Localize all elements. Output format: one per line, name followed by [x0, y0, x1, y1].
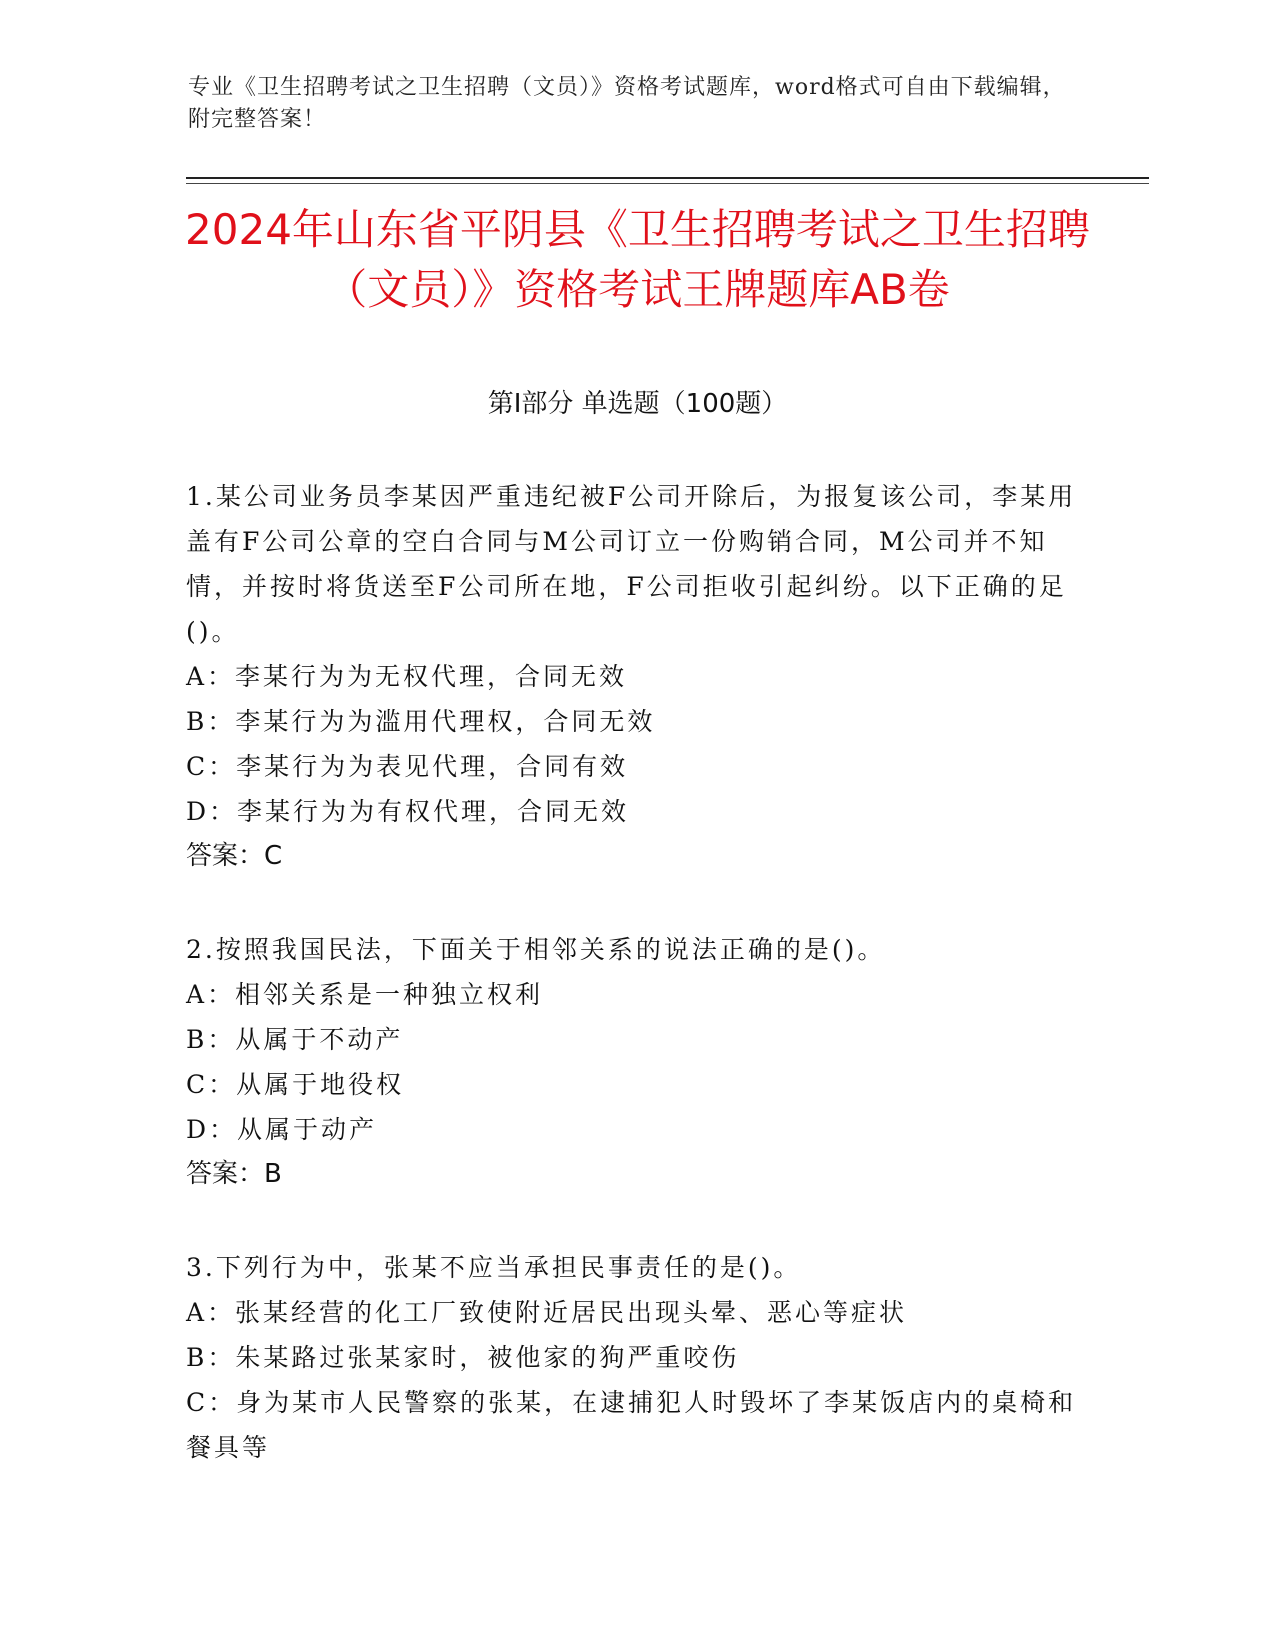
option-d: D：从属于动产 — [186, 1115, 378, 1144]
option-c: C：身为某市人民警察的张某，在逮捕犯人时毁坏了李某饭店内的桌椅和餐具等 — [186, 1388, 1077, 1462]
document-title: 2024年山东省平阴县《卫生招聘考试之卫生招聘（文员）》资格考试王牌题库AB卷 — [185, 205, 1090, 314]
option-a: A：张某经营的化工厂致使附近居民出现头晕、恶心等症状 — [186, 1298, 908, 1327]
option-d: D：李某行为为有权代理，合同无效 — [186, 797, 630, 826]
option-a: A：相邻关系是一种独立权利 — [186, 980, 544, 1009]
question-list — [186, 474, 1086, 1518]
question-stem: 3.下列行为中，张某不应当承担民事责任的是()。 — [186, 1253, 802, 1282]
question-3 — [186, 1245, 1086, 1470]
option-b: B：李某行为为滥用代理权，合同无效 — [186, 707, 656, 736]
question-1 — [186, 474, 1086, 879]
option-b: B：从属于不动产 — [186, 1025, 404, 1054]
option-c: C：李某行为为表见代理，合同有效 — [186, 752, 629, 781]
header-divider-thin — [186, 183, 1149, 184]
answer: 答案：C — [186, 841, 283, 871]
option-b: B：朱某路过张某家时，被他家的狗严重咬伤 — [186, 1343, 740, 1372]
header-note: 专业《卫生招聘考试之卫生招聘（文员）》资格考试题库，word格式可自由下载编辑，附完整答案！ — [188, 75, 1066, 132]
question-stem: 1.某公司业务员李某因严重违纪被F公司开除后，为报复该公司，李某用盖有F公司公章的空白合同与M公司订立一份购销合同，M公司并不知情，并按时将货送至F公司所在地，F公司拒收引起纠纷。以下正确的足()。 — [186, 482, 1077, 646]
question-2 — [186, 927, 1086, 1197]
section-title: 第Ⅰ部分 单选题（100题） — [487, 389, 788, 419]
answer: 答案：B — [186, 1159, 282, 1189]
option-a: A：李某行为为无权代理，合同无效 — [186, 662, 628, 691]
question-stem: 2.按照我国民法，下面关于相邻关系的说法正确的是()。 — [186, 935, 886, 964]
option-c: C：从属于地役权 — [186, 1070, 405, 1099]
header-divider-thick — [186, 177, 1149, 179]
